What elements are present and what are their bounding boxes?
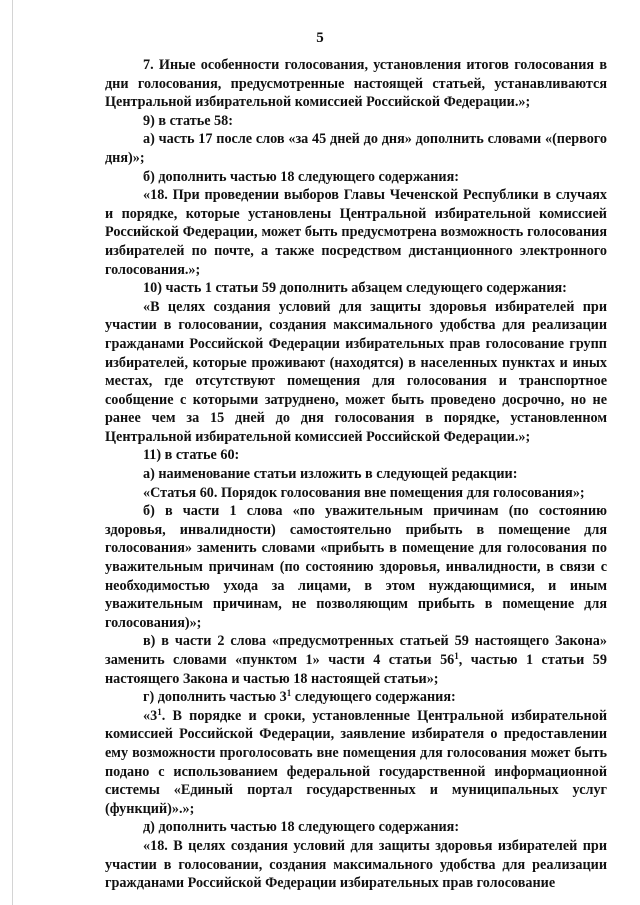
article-60-heading: Порядок голосования вне помещения для голосования: [221, 484, 573, 501]
document-body: [105, 56, 607, 893]
subpoint-g-text-b: следующего содержания:: [291, 689, 456, 706]
superscript-marker: 1: [157, 706, 162, 717]
subpoint-g-text-a: г) дополнить частью 3: [143, 689, 287, 706]
article-60-suffix: »;: [572, 484, 585, 501]
paragraph-point-10: 10) часть 1 статьи 59 дополнить абзацем следующего содержания:: [143, 280, 567, 297]
part-3-1-text-a: «3: [143, 707, 158, 724]
scan-edge-line: [12, 0, 13, 905]
paragraph-part-18-art60: «18. В целях создания условий для защиты здоровья избирателей при участии в голосовании, создания максимального удобства для реализации гражданами Российской Федерации избирательных прав голосование: [105, 837, 607, 892]
paragraph-part-3-1-art60: [105, 707, 607, 819]
paragraph-part-18-art58: «18. При проведении выборов Главы Чеченской Республики в случаях и порядке, которые установлены Центральной избирательной комиссией Российской Федерации, может быть предусмотрена возможность голосования избирателей по почте, а также посредством дистанционного электронного голосования.»;: [105, 187, 607, 278]
paragraph-art59-addition: «В целях создания условий для защиты здоровья избирателей при участии в голосовании, создания максимального удобства для реализации гражданами Российской Федерации избирательных прав голосование групп избирателей, которые проживают (находятся) в населенных пунктах и иных местах, где отсутствуют помещения для голосования и транспортное сообщение с которыми затруднено, может быть проведено досрочно, но не ранее чем за 15 дней до дня голосования в порядке, установленном Центральной избирательной комиссией Российской Федерации.»;: [105, 298, 607, 445]
subpoint-v-text-a: в) в части 2 слова «предусмотренных статьей 59 настоящего Закона» заменить словами «пунктом 1» части 4 статьи 56: [105, 633, 607, 668]
paragraph-item-7: 7. Иные особенности голосования, установления итогов голосования в дни голосования, предусмотренные настоящей статьей, устанавливаются Центральной избирательной комиссией Российской Федерации.»;: [105, 57, 607, 111]
article-60-prefix: «Статья 60.: [143, 484, 221, 501]
paragraph-point-9: 9) в статье 58:: [143, 112, 233, 129]
page-number: 5: [316, 30, 324, 46]
paragraph-subpoint-g-art60: [105, 688, 607, 707]
part-3-1-text-b: . В порядке и сроки, установленные Центральной избирательной комиссией Российской Федерации, заявление избирателя о предоставлении ему возможности проголосовать вне помещения для голосования может быть подано с использованием федеральной государственной информационной системы «Единый портал государственных и муниципальных услуг (функций)».»;: [105, 707, 607, 817]
subpoint-v-text-b: , частью 1 статьи 59 настоящего Закона и частью 18 настоящей статьи»;: [105, 652, 607, 687]
superscript-marker: 1: [454, 651, 459, 661]
paragraph-subpoint-b-art58: б) дополнить частью 18 следующего содержания:: [143, 168, 459, 185]
paragraph-subpoint-b-art60: б) в части 1 слова «по уважительным причинам (по состоянию здоровья, инвалидности) самостоятельно прибыть в помещение для голосования» заменить словами «прибыть в помещение для голосования по уважительным причинам (по состоянию здоровья, инвалидности, в связи с необходимостью ухода за лицами, в этом нуждающимися, и иным уважительным причинам, не позволяющим прибыть в помещение для голосования)»;: [105, 503, 607, 631]
paragraph-subpoint-d-art60: д) дополнить частью 18 следующего содержания:: [143, 819, 460, 836]
paragraph-subpoint-a-art60: а) наименование статьи изложить в следующей редакции:: [143, 466, 518, 483]
superscript-marker: 1: [286, 688, 292, 699]
paragraph-point-11: 11) в статье 60:: [143, 447, 240, 464]
paragraph-article-60-title: [105, 484, 607, 503]
paragraph-subpoint-a-art58: а) часть 17 после слов «за 45 дней до дня» дополнить словами «(первого дня)»;: [105, 131, 607, 166]
paragraph-subpoint-v-art60: [105, 632, 607, 688]
